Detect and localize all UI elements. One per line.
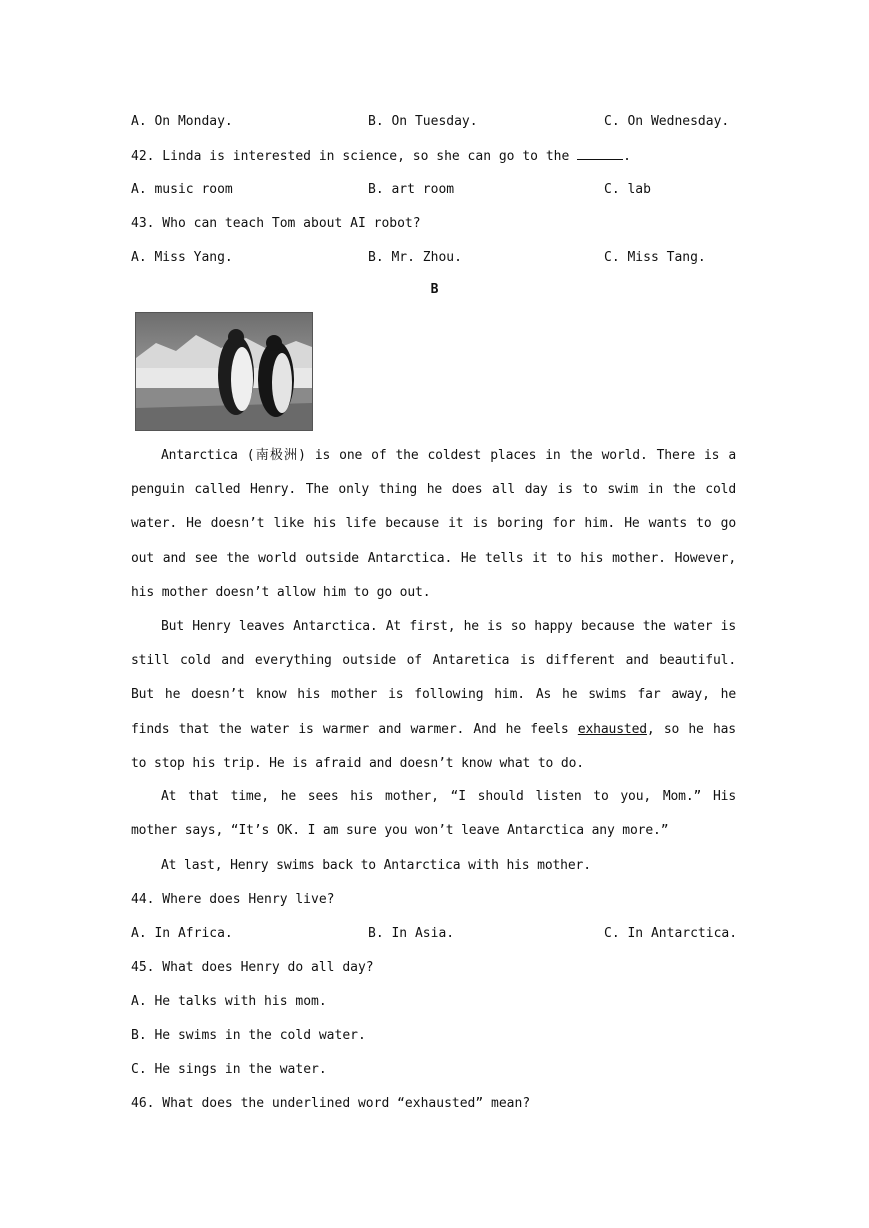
q42-option-a: A. music room bbox=[131, 182, 233, 197]
q43-option-c: C. Miss Tang. bbox=[604, 250, 706, 265]
q41-option-a: A. On Monday. bbox=[131, 114, 233, 129]
passage-paragraph-4: At last, Henry swims back to Antarctica with his mother. bbox=[161, 858, 591, 873]
underlined-word: exhausted bbox=[577, 721, 647, 737]
q41-option-c: C. On Wednesday. bbox=[604, 114, 730, 129]
q45-option-c: C. He sings in the water. bbox=[131, 1062, 327, 1077]
q43-option-a: A. Miss Yang. bbox=[131, 250, 233, 265]
q45-stem: 45. What does Henry do all day? bbox=[131, 960, 374, 975]
passage-paragraph-2: But Henry leaves Antarctica. At first, he is so happy because the water is still cold and everything outside of Antaretica is different and beautiful. But he doesn’t know his mother is following him. As he swims far away, he finds that the water is warmer and warmer. And he feels exhausted, so he has to stop his trip. He is afraid and doesn’t know what to do. bbox=[131, 619, 736, 771]
q41-option-b: B. On Tuesday. bbox=[368, 114, 478, 129]
section-title: B bbox=[430, 282, 439, 297]
q45-option-b: B. He swims in the cold water. bbox=[131, 1028, 366, 1043]
q44-option-b: B. In Asia. bbox=[368, 926, 455, 941]
q44-option-c: C. In Antarctica. bbox=[604, 926, 738, 941]
q45-option-a: A. He talks with his mom. bbox=[131, 994, 327, 1009]
q46-stem: 46. What does the underlined word “exhausted” mean? bbox=[131, 1096, 531, 1111]
q42-option-c: C. lab bbox=[604, 182, 651, 197]
penguins-photo bbox=[135, 312, 313, 431]
q43-option-b: B. Mr. Zhou. bbox=[368, 250, 462, 265]
answer-blank bbox=[577, 147, 623, 160]
q44-option-a: A. In Africa. bbox=[131, 926, 233, 941]
q42-stem: 42. Linda is interested in science, so she can go to the . bbox=[131, 149, 631, 164]
q44-stem: 44. Where does Henry live? bbox=[131, 892, 335, 907]
q42-option-b: B. art room bbox=[368, 182, 455, 197]
passage-paragraph-1: Antarctica (南极洲) is one of the coldest places in the world. There is a penguin called Henry. The only thing he does all day is to swim in the cold water. He doesn’t like his life because it is boring for him. He wants to go out and see the world outside Antarctica. He tells it to his mother. However, his mother doesn’t allow him to go out. bbox=[131, 448, 736, 600]
q43-stem: 43. Who can teach Tom about AI robot? bbox=[131, 216, 421, 231]
passage-paragraph-3: At that time, he sees his mother, “I should listen to you, Mom.” His mother says, “It’s OK. I am sure you won’t leave Antarctica any more.” bbox=[131, 789, 736, 839]
